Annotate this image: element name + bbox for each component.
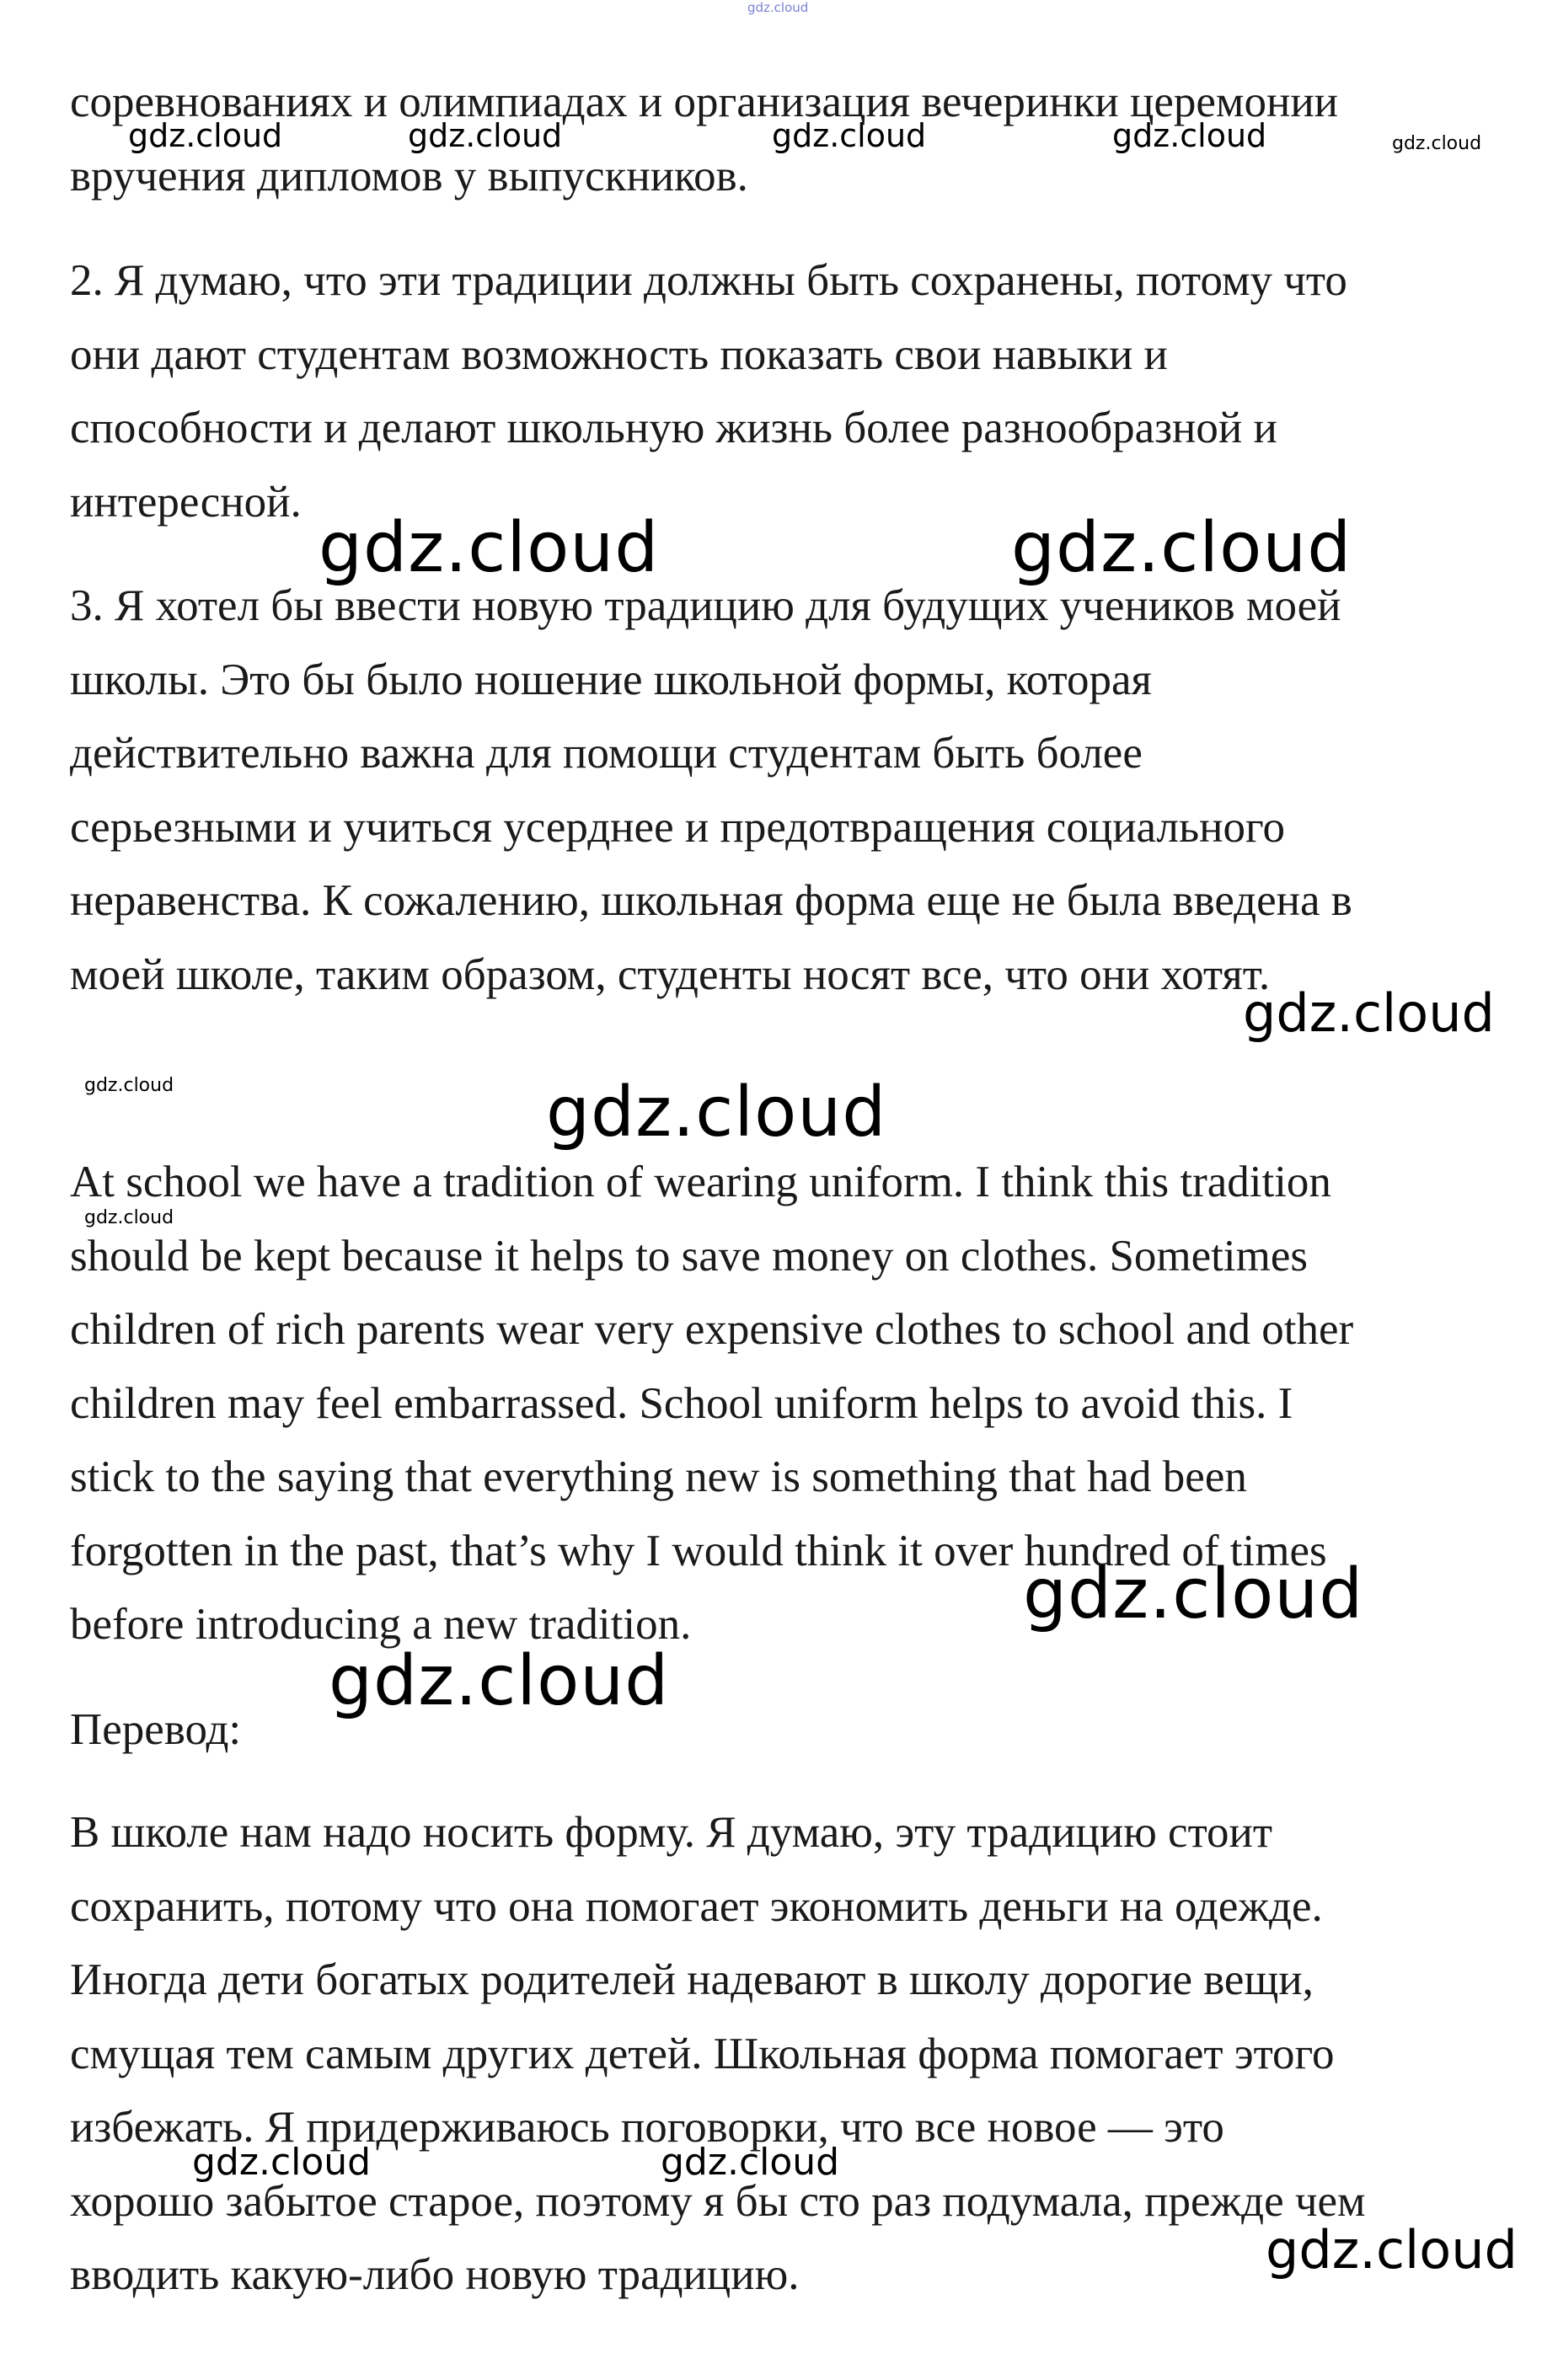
watermark-large-1: gdz.cloud xyxy=(319,508,660,588)
paragraph-english: At school we have a tradition of wearing uniform. I think this tradition should be kept because it helps to save money on clothes. Sometimes children of rich parents wear very expensive clothes to school and other children may feel embarrassed. School uniform helps to avoid this. I stick to the saying that everything new is something that had been forgotten in the past, that’s why I would think it over hundred of times before introducing a new tradition. xyxy=(70,1158,1354,1649)
watermark-small-4: gdz.cloud xyxy=(1112,117,1267,154)
watermark-small-3: gdz.cloud xyxy=(772,117,927,154)
watermark-large-3: gdz.cloud xyxy=(546,1072,887,1153)
watermark-small-5: gdz.cloud xyxy=(192,2141,372,2184)
watermark-medium-1: gdz.cloud xyxy=(1243,982,1495,1044)
watermark-xs-1: gdz.cloud xyxy=(1392,133,1482,154)
paragraph-2: 2. Я думаю, что эти традиции должны быть сохранены, потому что они дают студентам возможность показать свои навыки и способности и делают школьную жизнь более разнообразной и интересной. xyxy=(70,256,1347,527)
watermark-small-2: gdz.cloud xyxy=(408,117,563,154)
paragraph-translation: В школе нам надо носить форму. Я думаю, эту традицию стоит сохранить, потому что она помогает экономить деньги на одежде. Иногда дети богатых родителей надевают в школу дорогие вещи, смущая тем самым других детей. Школьная форма помогает этого избежать. Я придерживаюсь поговорки, что все новое — это хорошо забытое старое, поэтому я бы сто раз подумала, прежде чем вводить какую-либо новую традицию. xyxy=(70,1808,1366,2299)
watermark-small-6: gdz.cloud xyxy=(661,2141,840,2184)
translation-label: Перевод: xyxy=(70,1705,242,1754)
watermark-large-2: gdz.cloud xyxy=(1011,508,1352,588)
watermark-xs-3: gdz.cloud xyxy=(84,1207,174,1228)
paragraph-1: соревнованиях и олимпиадах и организация вечеринки церемонии вручения дипломов у выпускников. xyxy=(70,78,1339,201)
watermark-large-4: gdz.cloud xyxy=(1023,1554,1364,1634)
watermark-small-1: gdz.cloud xyxy=(128,117,283,154)
watermark-xs-2: gdz.cloud xyxy=(84,1075,174,1096)
paragraph-3: 3. Я хотел бы ввести новую традицию для будущих учеников моей школы. Это бы было ношение школьной формы, которая действительно важна для помощи студентам быть более серьезными и учиться усерднее и предотвращения социального неравенства. К сожалению, школьная форма еще не была введена в моей школе, таким образом, студенты носят все, что они хотят. xyxy=(70,581,1352,999)
watermark-medium-2: gdz.cloud xyxy=(1266,2219,1518,2281)
watermark-large-5: gdz.cloud xyxy=(329,1641,670,1721)
watermark-top: gdz.cloud xyxy=(747,0,809,15)
